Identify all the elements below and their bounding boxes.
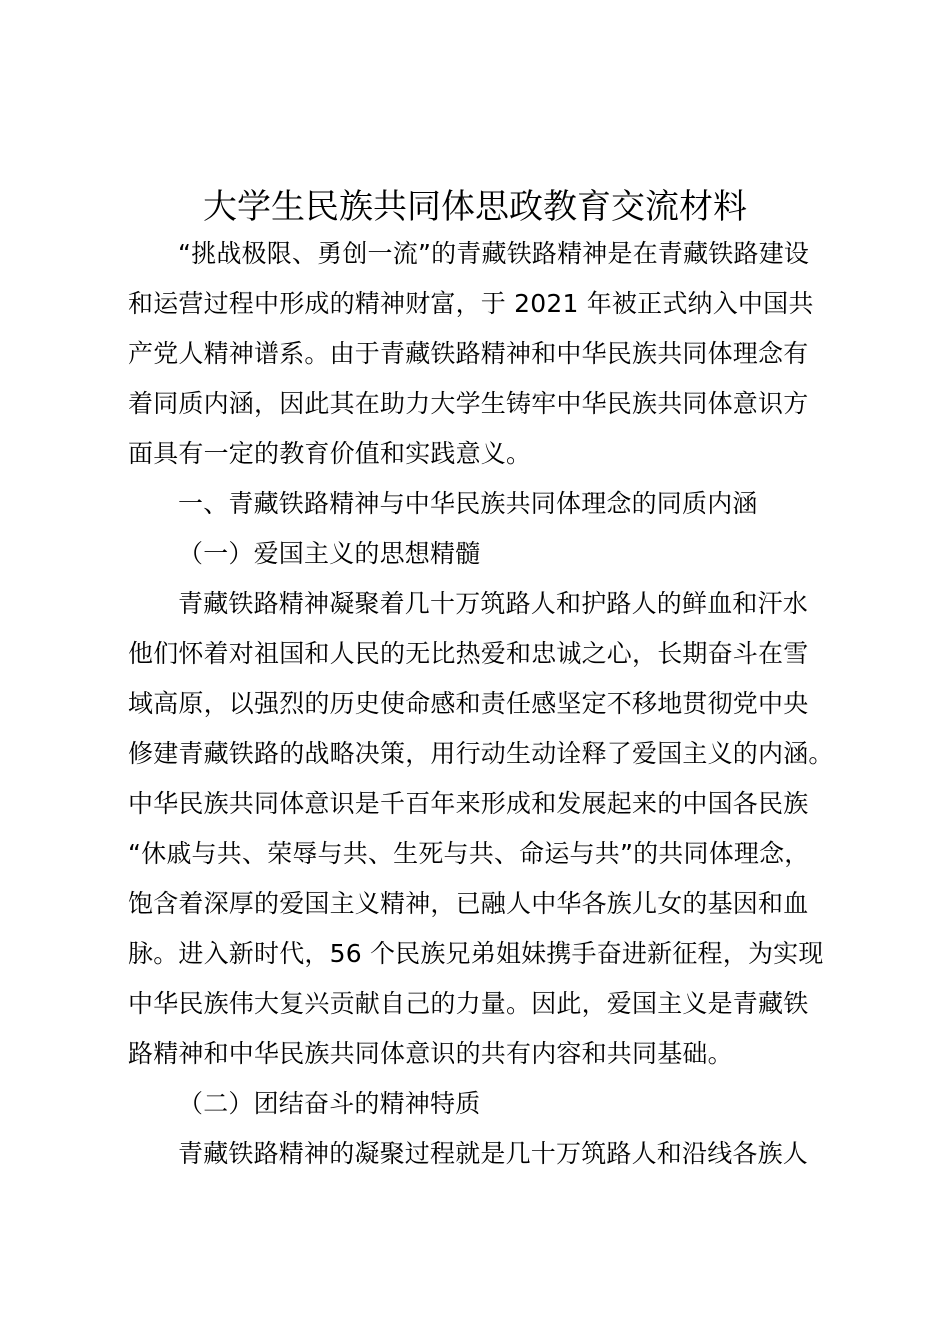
paragraph-line: 青藏铁路精神凝聚着几十万筑路人和护路人的鲜血和汗水 bbox=[178, 589, 809, 618]
paragraph-line: 域高原，以强烈的历史使命感和责任感坚定不移地贯彻党中央 bbox=[128, 689, 809, 718]
paragraph-line: “休戚与共、荣辱与共、生死与共、命运与共”的共同体理念， bbox=[128, 839, 810, 868]
paragraph-line: 和运营过程中形成的精神财富，于 2021 年被正式纳入中国共 bbox=[128, 289, 814, 318]
document-title: 大学生民族共同体思政教育交流材料 bbox=[203, 187, 747, 227]
paragraph-line: 青藏铁路精神的凝聚过程就是几十万筑路人和沿线各族人 bbox=[178, 1139, 809, 1168]
paragraph-line: 路精神和中华民族共同体意识的共有内容和共同基础。 bbox=[128, 1039, 733, 1068]
subsection-heading: （二）团结奋斗的精神特质 bbox=[178, 1089, 481, 1118]
paragraph-line: 产党人精神谱系。由于青藏铁路精神和中华民族共同体理念有 bbox=[128, 339, 809, 368]
paragraph-line: 脉。进入新时代，56 个民族兄弟姐妹携手奋进新征程，为实现 bbox=[128, 939, 824, 968]
paragraph-line: 饱含着深厚的爱国主义精神，已融人中华各族儿女的基因和血 bbox=[128, 889, 809, 918]
paragraph-line: “挑战极限、勇创一流”的青藏铁路精神是在青藏铁路建设 bbox=[178, 239, 810, 268]
subsection-heading: （一）爱国主义的思想精髓 bbox=[178, 539, 481, 568]
paragraph-line: 他们怀着对祖国和人民的无比热爱和忠诚之心，长期奋斗在雪 bbox=[128, 639, 809, 668]
paragraph-line: 面具有一定的教育价值和实践意义。 bbox=[128, 439, 532, 468]
paragraph-line: 中华民族伟大复兴贡献自己的力量。因此，爱国主义是青藏铁 bbox=[128, 989, 809, 1018]
paragraph-line: 修建青藏铁路的战略决策，用行动生动诠释了爱国主义的内涵。 bbox=[128, 739, 834, 768]
paragraph-line: 着同质内涵，因此其在助力大学生铸牢中华民族共同体意识方 bbox=[128, 389, 809, 418]
paragraph-line: 中华民族共同体意识是千百年来形成和发展起来的中国各民族 bbox=[128, 789, 809, 818]
section-heading: 一、青藏铁路精神与中华民族共同体理念的同质内涵 bbox=[178, 489, 758, 518]
